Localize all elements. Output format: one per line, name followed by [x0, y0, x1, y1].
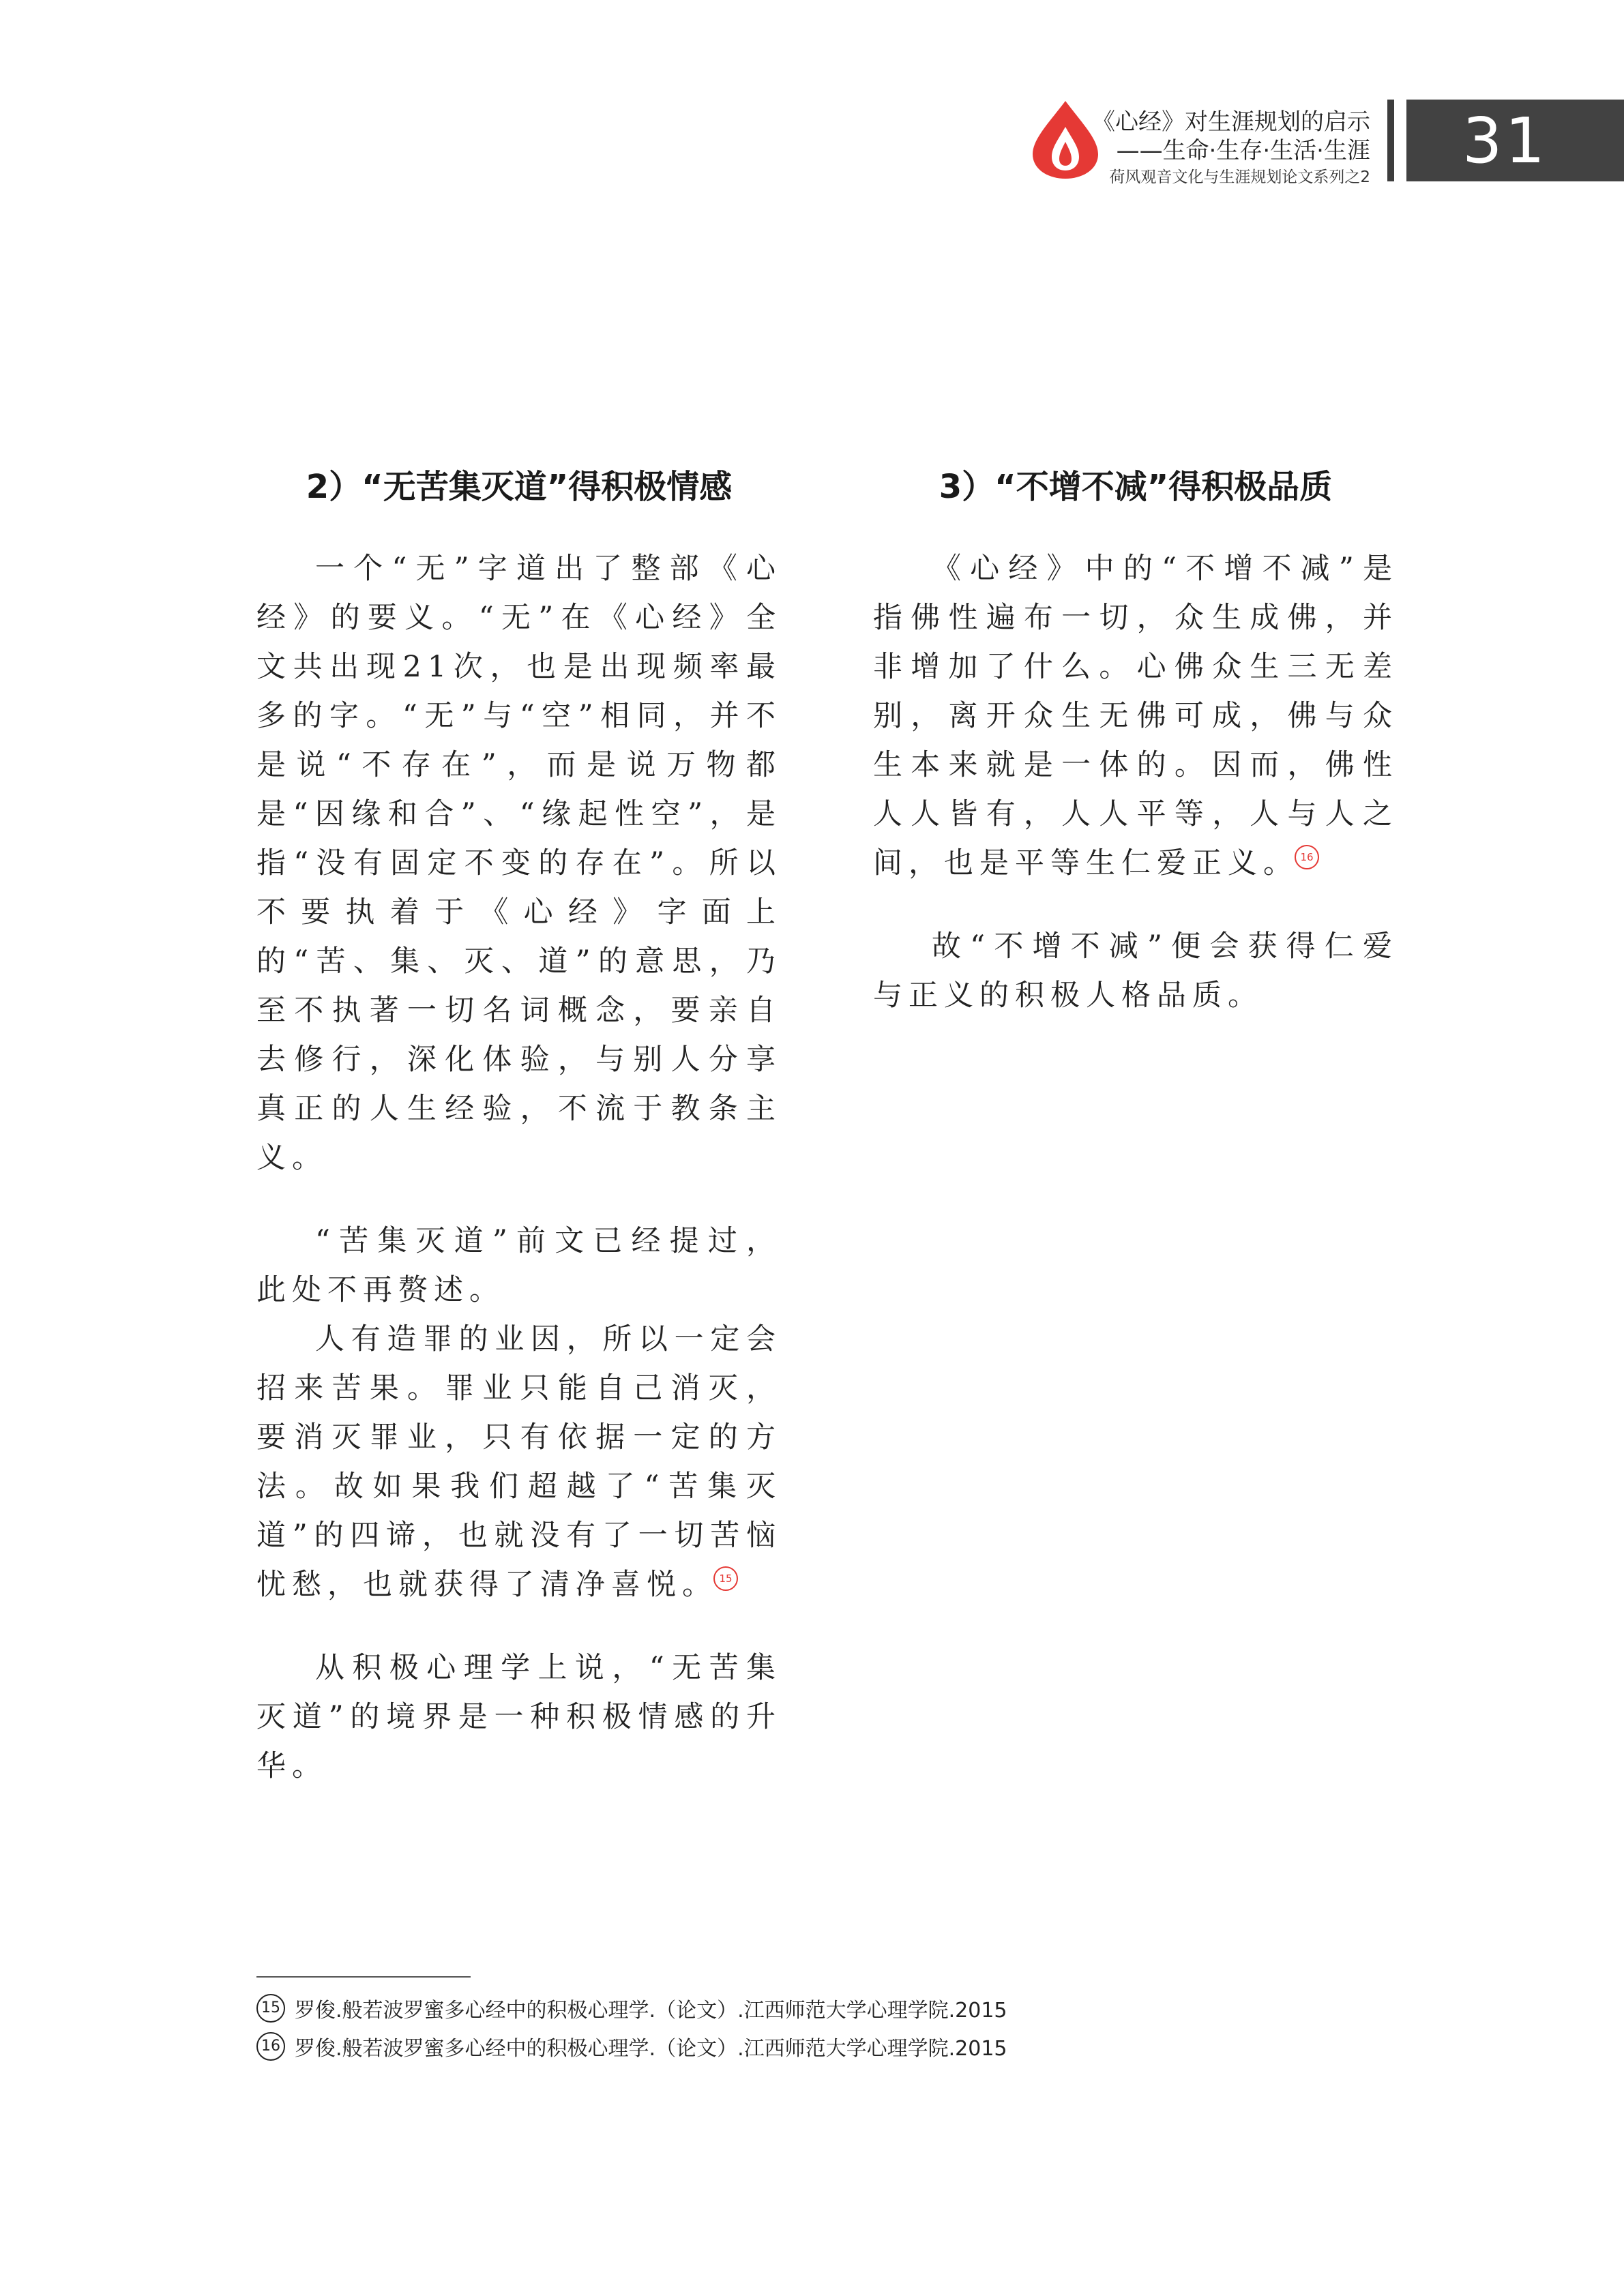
- header-subtitle: ——生命·生存·生活·生涯: [1116, 137, 1370, 164]
- flame-logo-icon: [1029, 100, 1102, 180]
- right-paragraph-1: [873, 544, 1398, 888]
- footnote-item: [256, 2027, 1416, 2066]
- footnote-ref-15[interactable]: 15: [713, 1566, 738, 1591]
- left-paragraph-3: [256, 1315, 782, 1609]
- header-divider: [1387, 100, 1394, 181]
- right-paragraph-1-text: 《心经》中的“不增不减”是指佛性遍布一切，众生成佛，并非增加了什么。心佛众生三无差别，离开众生无佛可成，佛与众生本来就是一体的。因而，佛性人人皆有，人人平等，人与人之间，也是平等生仁爱正义。: [873, 552, 1398, 880]
- footnote-text: 罗俊.般若波罗蜜多心经中的积极心理学.（论文）.江西师范大学心理学院.2015: [295, 1999, 1007, 2023]
- footnote-number: 16: [256, 2032, 285, 2061]
- page-number-box: [1406, 100, 1624, 181]
- left-paragraph-1: 一个“无”字道出了整部《心经》的要义。“无”在《心经》全文共出现21次，也是出现频率最多的字。“无”与“空”相同，并不是说“不存在”，而是说万物都是“因缘和合”、“缘起性空”，是指“没有固定不变的存在”。所以不要执着于《心经》字面上的“苦、集、灭、道”的意思，乃至不执著一切名词概念，要亲自去修行，深化体验，与别人分享真正的人生经验，不流于教条主义。: [256, 552, 782, 1175]
- right-paragraph-2: 故“不增不减”便会获得仁爱与正义的积极人格品质。: [873, 929, 1398, 1013]
- header-series: 荷风观音文化与生涯规划论文系列之2: [1109, 168, 1370, 186]
- page-number: 31: [1462, 104, 1548, 177]
- footnote-ref-16[interactable]: 16: [1295, 845, 1319, 869]
- left-paragraph-3-text: 人有造罪的业因，所以一定会招来苦果。罪业只能自己消灭，要消灭罪业，只有依据一定的方法。故如果我们超越了“苦集灭道”的四谛，也就没有了一切苦恼忧愁，也就获得了清净喜悦。: [256, 1322, 782, 1602]
- section-title-left: 2）“无苦集灭道”得积极情感: [306, 468, 733, 506]
- footnote-text: 罗俊.般若波罗蜜多心经中的积极心理学.（论文）.江西师范大学心理学院.2015: [295, 2037, 1007, 2061]
- footnote-item: [256, 1989, 1416, 2027]
- right-column: [873, 465, 1398, 1020]
- section-title-right: 3）“不增不减”得积极品质: [939, 468, 1333, 506]
- footnotes: [256, 1989, 1416, 2066]
- header-title: 《心经》对生涯规划的启示: [1092, 108, 1370, 136]
- left-column: [256, 465, 782, 1791]
- footnote-divider: [256, 1976, 471, 1978]
- left-paragraph-2: “苦集灭道”前文已经提过，此处不再赘述。: [256, 1224, 782, 1307]
- footnote-number: 15: [256, 1994, 285, 2023]
- header-text-block: [1092, 108, 1370, 188]
- left-paragraph-4: 从积极心理学上说，“无苦集灭道”的境界是一种积极情感的升华。: [256, 1651, 782, 1783]
